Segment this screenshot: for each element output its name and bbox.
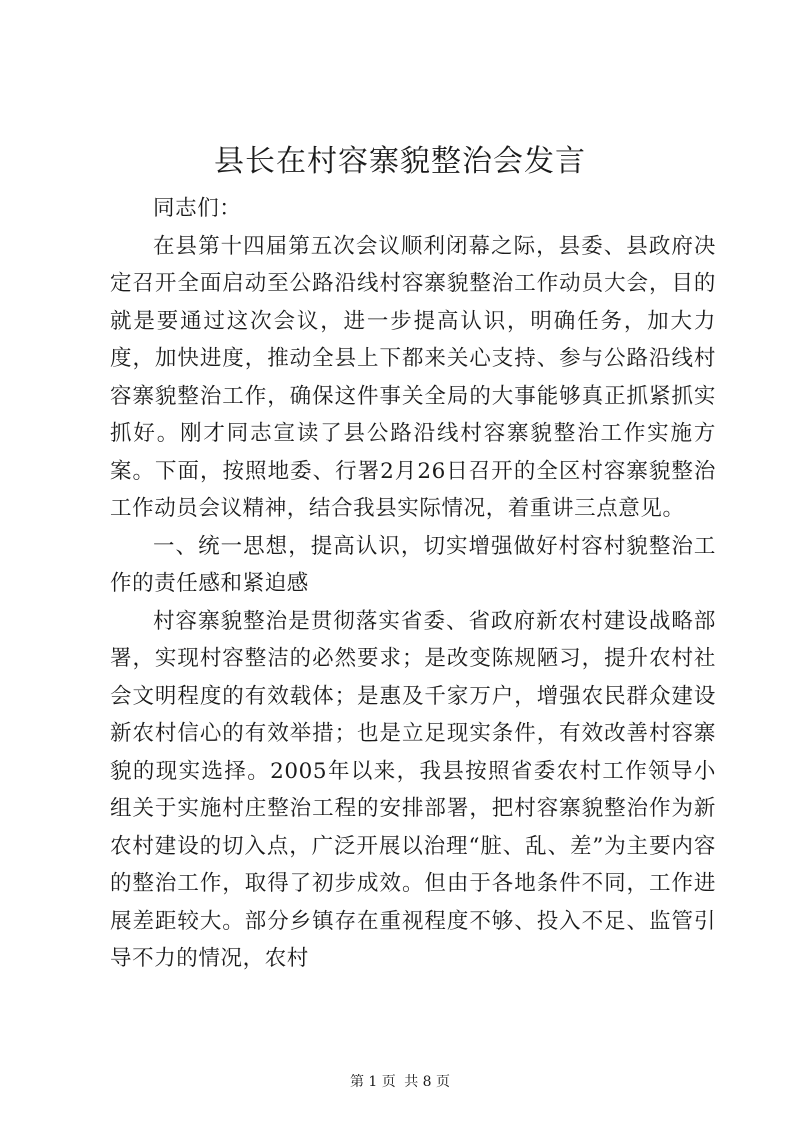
page-total: 共 8 页	[404, 1074, 451, 1090]
document-body	[110, 190, 716, 978]
document-title: 县长在村容寨貌整治会发言	[214, 144, 586, 179]
paragraph-section-1: 村容寨貌整治是贯彻落实省委、省政府新农村建设战略部署，实现村容整洁的必然要求；是改变陈规陋习，提升农村社会文明程度的有效载体；是惠及千家万户，增强农民群众建设新农村信心的有效举措；也是立足现实条件，有效改善村容寨貌的现实选择。2005年以来，我县按照省委农村工作领导小组关于实施村庄整治工程的安排部署，把村容寨貌整治作为新农村建设的切入点，广泛开展以治理“脏、乱、差”为主要内容的整治工作，取得了初步成效。但由于各地条件不同，工作进展差距较大。部分乡镇存在重视程度不够、投入不足、监管引导不力的情况，农村	[110, 608, 716, 971]
section-heading-1: 一、统一思想，提高认识，切实增强做好村容村貌整治工作的责任感和紧迫感	[110, 533, 716, 596]
salutation: 同志们：	[153, 196, 242, 221]
page-number: 第 1 页	[349, 1074, 396, 1090]
paragraph-intro: 在县第十四届第五次会议顺利闭幕之际，县委、县政府决定召开全面启动至公路沿线村容寨貌整治工作动员大会，目的就是要通过这次会议，进一步提高认识，明确任务，加大力度，加快进度，推动全县上下都来关心支持、参与公路沿线村容寨貌整治工作，确保这件事关全局的大事能够真正抓紧抓实抓好。刚才同志宣读了县公路沿线村容寨貌整治工作实施方案。下面，按照地委、行署2月26日召开的全区村容寨貌整治工作动员会议精神，结合我县实际情况，着重讲三点意见。	[110, 233, 716, 521]
page-footer	[0, 1072, 800, 1092]
